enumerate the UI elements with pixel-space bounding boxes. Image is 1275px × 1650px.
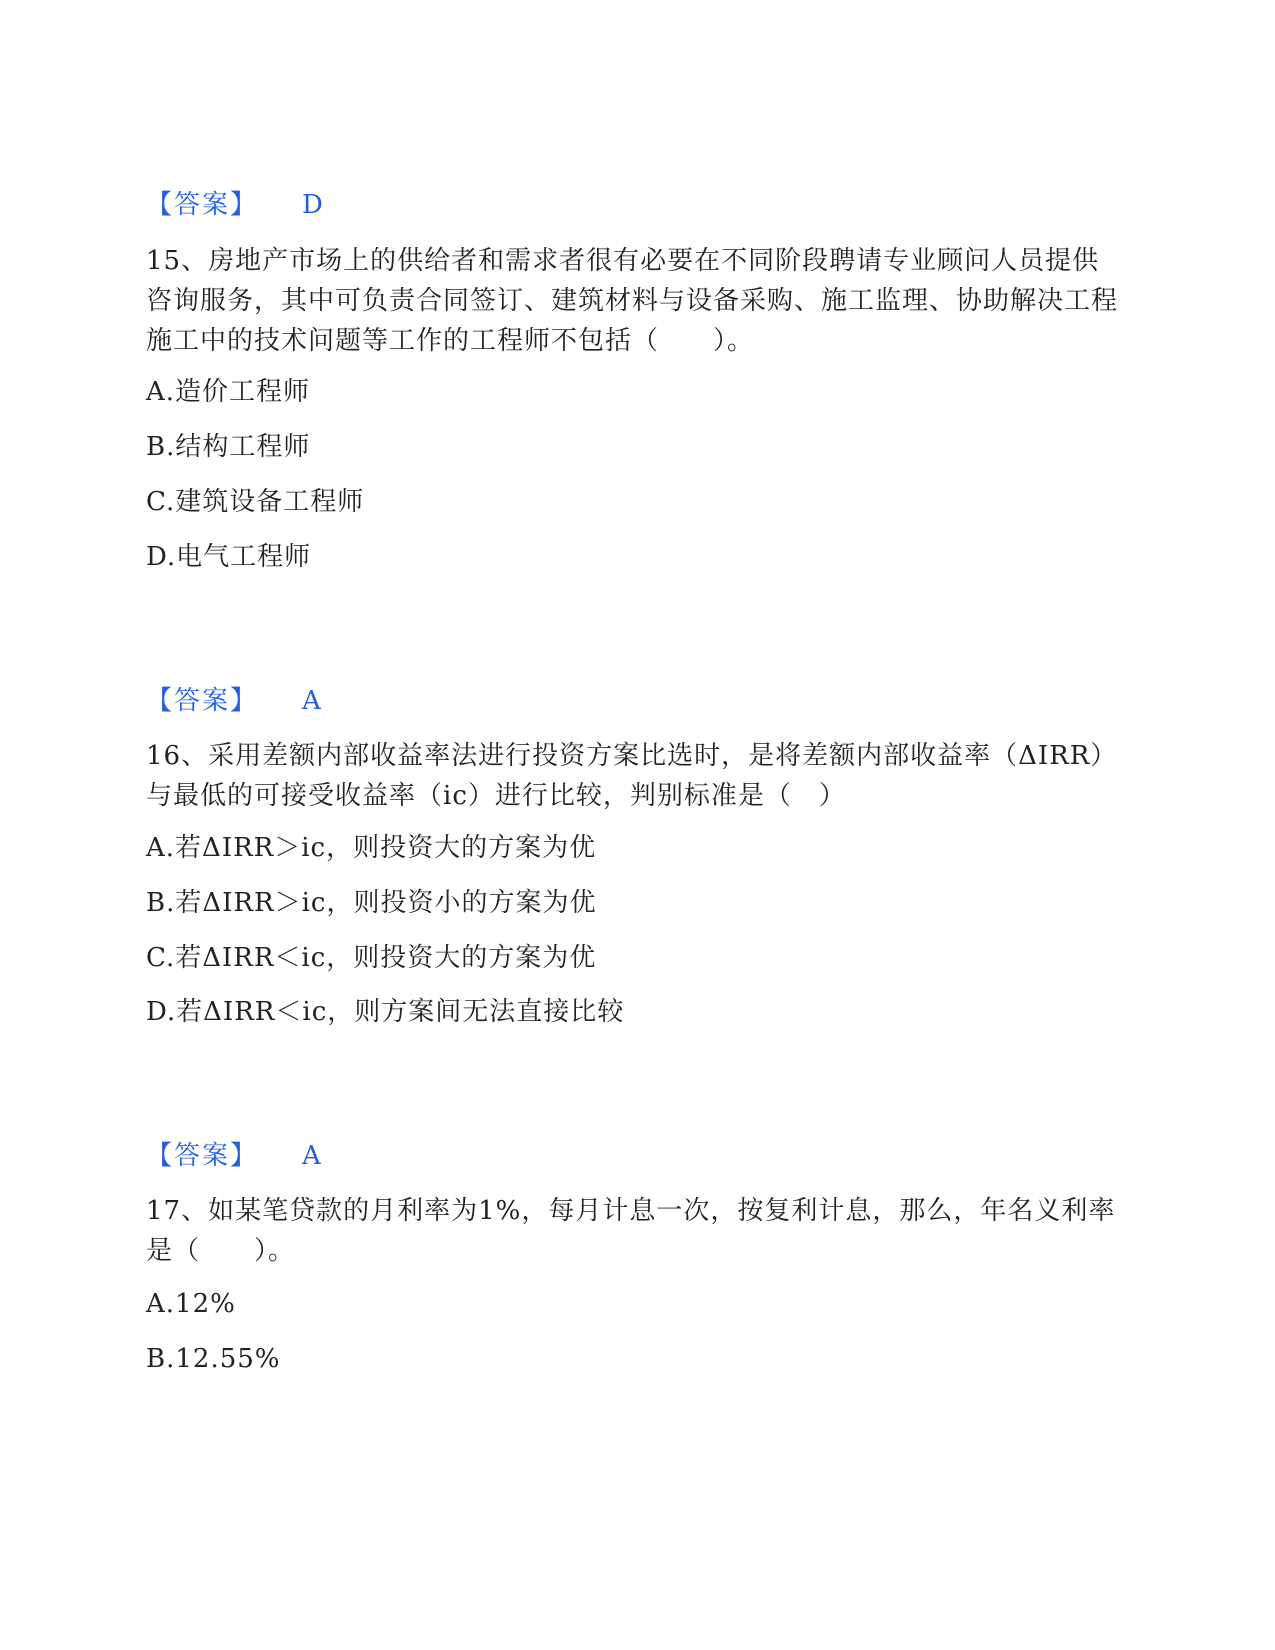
answer-label: 【答案】 bbox=[146, 1141, 259, 1171]
answer-line bbox=[146, 1139, 321, 1173]
question-15-option-d: D.电气工程师 bbox=[146, 542, 312, 572]
answer-label: 【答案】 bbox=[146, 190, 259, 220]
answer-line bbox=[146, 684, 321, 718]
question-17-option-a: A.12% bbox=[146, 1289, 236, 1319]
answer-label: 【答案】 bbox=[146, 686, 259, 716]
answer-value: A bbox=[302, 686, 321, 716]
question-17-option-b: B.12.55% bbox=[146, 1344, 281, 1374]
answer-value: A bbox=[302, 1141, 321, 1171]
question-16-option-c: C.若ΔIRR＜ic，则投资大的方案为优 bbox=[146, 943, 597, 973]
question-16-option-d: D.若ΔIRR＜ic，则方案间无法直接比较 bbox=[146, 997, 625, 1027]
question-17-text: 17、如某笔贷款的月利率为1%，每月计息一次，按复利计息，那么，年名义利率是（ ）。 bbox=[146, 1196, 1116, 1266]
question-15-text: 15、房地产市场上的供给者和需求者很有必要在不同阶段聘请专业顾问人员提供咨询服务，其中可负责合同签订、建筑材料与设备采购、施工监理、协助解决工程施工中的技术问题等工作的工程师不包括（ ）。 bbox=[146, 246, 1119, 356]
question-16-option-a: A.若ΔIRR＞ic，则投资大的方案为优 bbox=[146, 833, 597, 863]
answer-value: D bbox=[302, 190, 323, 220]
question-16-option-b: B.若ΔIRR＞ic，则投资小的方案为优 bbox=[146, 888, 597, 918]
question-15-option-b: B.结构工程师 bbox=[146, 432, 311, 462]
question-15-option-c: C.建筑设备工程师 bbox=[146, 487, 365, 517]
question-15-option-a: A.造价工程师 bbox=[146, 377, 311, 407]
question-16-text: 16、采用差额内部收益率法进行投资方案比选时，是将差额内部收益率（ΔIRR）与最低的可接受收益率（ic）进行比较，判别标准是（ ） bbox=[146, 741, 1118, 811]
answer-line bbox=[146, 188, 323, 222]
